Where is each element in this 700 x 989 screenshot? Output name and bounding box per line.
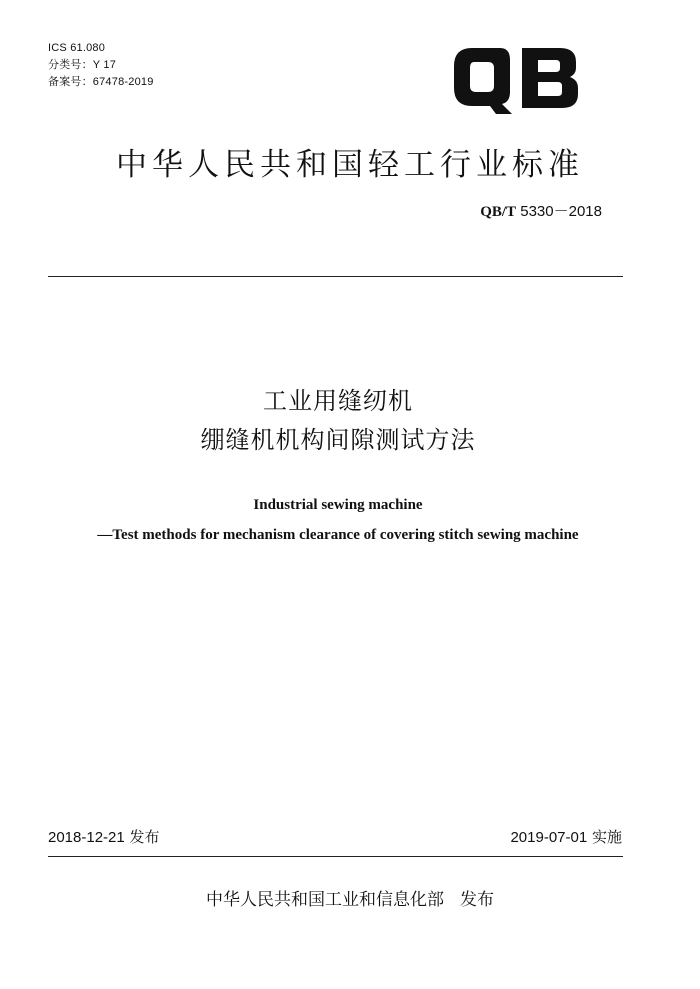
english-title-line-2: —Test methods for mechanism clearance of covering stitch sewing machine: [97, 527, 579, 543]
issuing-authority: [0, 885, 700, 910]
issuer-label: 发布: [460, 890, 494, 910]
issuer-name: 中华人民共和国工业和信息化部: [206, 890, 444, 910]
chinese-title-line-1: 工业用缝纫机: [263, 387, 413, 415]
implementation-label: 实施: [591, 828, 622, 846]
footer-divider: [48, 856, 623, 857]
qb-logo: [450, 44, 582, 116]
chinese-title-line-2: 绷缝机机构间隙测试方法: [200, 426, 476, 454]
english-title-line-1: Industrial sewing machine: [253, 497, 423, 513]
classification-block: [48, 40, 154, 91]
category-code: 分类号：Y 17: [48, 59, 117, 71]
release-label: 发布: [129, 828, 160, 846]
release-date-value: 2018-12-21: [48, 829, 125, 846]
organization-title: 中华人民共和国轻工行业标准: [116, 147, 584, 183]
implementation-date-value: 2019-07-01: [510, 829, 588, 846]
ics-code: ICS 61.080: [48, 42, 106, 54]
standard-code: 5330－2018: [520, 203, 602, 220]
release-date: [48, 826, 160, 847]
header-divider: [48, 276, 623, 277]
standard-prefix: QB/T: [480, 204, 517, 220]
record-number: 备案号：67478-2019: [48, 76, 154, 88]
standard-number: [480, 200, 602, 221]
implementation-date: [510, 826, 622, 847]
